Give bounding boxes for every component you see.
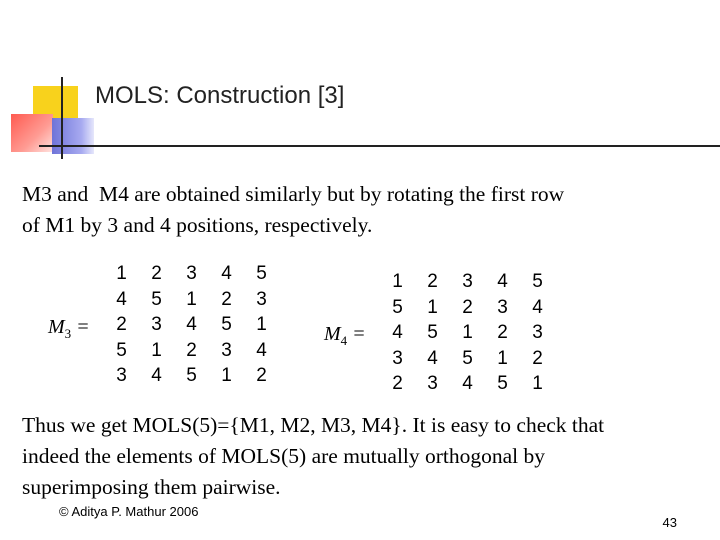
matrix-cell: 1: [497, 347, 508, 369]
matrix-cell: 1: [116, 263, 127, 284]
page-number: 43: [662, 515, 677, 530]
matrix-cell: 2: [256, 365, 267, 386]
matrix-cell: 2: [532, 347, 543, 369]
matrix-cell: 3: [151, 314, 162, 335]
matrix-cell: 1: [256, 314, 267, 335]
logo-blue-square: [52, 118, 94, 154]
matrix-cell: 1: [221, 365, 232, 386]
matrix-cell: 4: [532, 296, 543, 318]
matrix-cell: 2: [116, 314, 127, 335]
matrix-cell: 3: [186, 263, 197, 284]
matrix-cell: 5: [116, 339, 127, 361]
matrix-m3-subscript: 3: [64, 326, 72, 341]
matrix-cell: 5: [497, 373, 508, 394]
matrix-cell: 4: [116, 288, 127, 310]
matrix-cell: 5: [392, 296, 403, 318]
matrix-cell: 1: [427, 296, 438, 318]
matrix-cell: 2: [186, 339, 197, 361]
matrix-cell: 1: [151, 339, 162, 361]
matrix-cell: 4: [186, 314, 197, 335]
conclusion-paragraph: [22, 410, 604, 503]
matrix-cell: 2: [221, 288, 232, 310]
matrix-cell: 1: [532, 373, 543, 394]
matrix-m3-grid: [104, 261, 279, 389]
matrix-cell: 1: [462, 322, 473, 343]
matrix-cell: 5: [462, 347, 473, 369]
matrix-m4-label: [324, 323, 366, 349]
matrix-cell: 3: [116, 365, 127, 386]
matrix-cell: 5: [532, 271, 543, 292]
title-logo-decoration: [0, 0, 100, 165]
matrix-m4-name: M: [324, 323, 341, 345]
matrix-cell: 4: [221, 263, 232, 284]
intro-paragraph: [22, 179, 564, 241]
matrix-cell: 3: [256, 288, 267, 310]
matrix-m4-grid: [380, 269, 555, 397]
matrix-m3-label: [48, 316, 90, 342]
matrix-cell: 1: [186, 288, 197, 310]
matrix-cell: 3: [497, 296, 508, 318]
matrix-cell: 5: [151, 288, 162, 310]
matrix-cell: 4: [462, 373, 473, 394]
intro-line-2: of M1 by 3 and 4 positions, respectively.: [22, 213, 373, 237]
matrix-cell: 5: [427, 322, 438, 343]
matrix-cell: 2: [151, 263, 162, 284]
conclusion-line-2: indeed the elements of MOLS(5) are mutually orthogonal by: [22, 444, 546, 468]
matrix-cell: 4: [392, 322, 403, 343]
matrix-cell: 2: [392, 373, 403, 394]
matrix-m4-equals: =: [352, 323, 366, 345]
matrix-cell: 5: [221, 314, 232, 335]
matrix-cell: 2: [427, 271, 438, 292]
conclusion-line-1: Thus we get MOLS(5)={M1, M2, M3, M4}. It is easy to check that: [22, 413, 605, 437]
matrix-cell: 4: [256, 339, 267, 361]
matrix-cell: 3: [462, 271, 473, 292]
matrix-cell: 4: [151, 365, 162, 386]
conclusion-line-3: superimposing them pairwise.: [22, 475, 281, 499]
matrix-cell: 2: [462, 296, 473, 318]
matrix-cell: 5: [256, 263, 267, 284]
matrix-cell: 5: [186, 365, 197, 386]
matrix-cell: 3: [532, 322, 543, 343]
matrix-m4-subscript: 4: [340, 333, 348, 348]
matrix-cell: 3: [427, 373, 438, 394]
matrix-cell: 2: [497, 322, 508, 343]
matrix-m3-equals: =: [76, 316, 90, 338]
copyright-footer: © Aditya P. Mathur 2006: [59, 504, 199, 519]
intro-line-1: M3 and M4 are obtained similarly but by rotating the first row: [22, 182, 565, 206]
title-underline: [39, 145, 720, 147]
matrix-cell: 3: [392, 347, 403, 369]
matrix-cell: 3: [221, 339, 232, 361]
slide-title: MOLS: Construction [3]: [95, 82, 345, 109]
matrix-cell: 4: [427, 347, 438, 369]
matrix-cell: 4: [497, 271, 508, 292]
matrix-cell: 1: [392, 271, 403, 292]
matrix-m3-name: M: [48, 316, 65, 338]
